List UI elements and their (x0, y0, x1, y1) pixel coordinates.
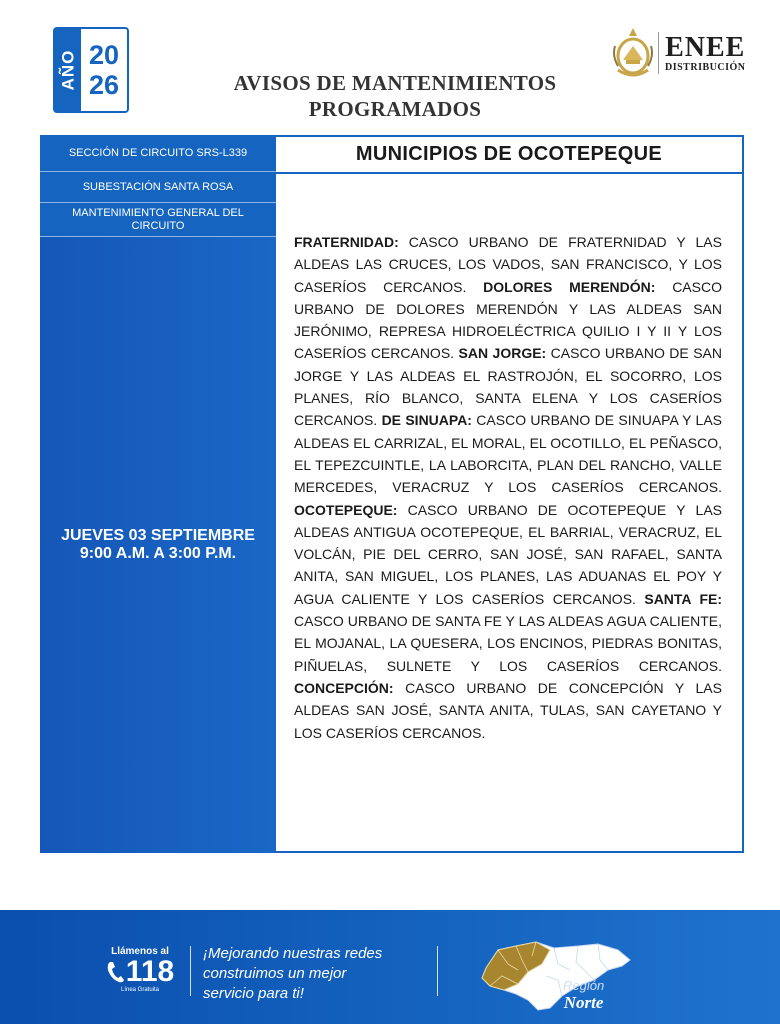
area-text: CASCO URBANO DE SINUAPA Y LAS ALDEAS EL CARRIZAL, EL MORAL, EL OCOTILLO, EL PEÑASCO, EL TEPEZCUINTLE, LA LABORCITA, PLAN DEL RANCHO, VALLE MERCEDES, VERACRUZ Y LOS CASERÍOS CERCANOS. (294, 412, 722, 496)
region-word: Región (563, 978, 605, 993)
date-label: JUEVES 03 SEPTIEMBRE (61, 527, 255, 544)
area-name: CONCEPCIÓN: (294, 679, 394, 696)
area-text: CASCO URBANO DE CONCEPCIÓN Y LAS ALDEAS SAN JOSÉ, SANTA ANITA, TULAS, SAN CAYETANO Y LOS CASERÍOS CERCANOS. (294, 679, 722, 741)
slogan (203, 944, 433, 1004)
honduras-seal-icon (612, 26, 654, 80)
area-name: DOLORES MERENDÓN: (483, 278, 656, 295)
region-label (563, 978, 604, 1013)
time-label: 9:00 A.M. A 3:00 P.M. (79, 545, 237, 562)
title-line-1: AVISOS DE MANTENIMIENTOS (233, 71, 557, 95)
hotline-label: Llámenos al (111, 946, 169, 957)
substation-box (40, 172, 276, 203)
year-bottom: 26 (88, 70, 120, 100)
logo-name: ENEE (665, 31, 746, 63)
slogan-line-1: ¡Mejorando nuestras redes (203, 945, 383, 962)
municipalities-panel (276, 135, 744, 853)
year-top: 20 (88, 40, 120, 70)
year-label: AÑO (58, 49, 77, 91)
year-label-box (55, 29, 81, 111)
substation-label: SUBESTACIÓN SANTA ROSA (82, 180, 234, 193)
area-text: CASCO URBANO DE FRATERNIDAD Y LAS ALDEAS LAS CRUCES, LOS VADOS, SAN FRANCISCO, Y LOS CASERÍOS CERCANOS. (294, 234, 722, 295)
logo-divider (658, 32, 659, 74)
footer-divider (437, 946, 438, 996)
title-line-2: PROGRAMADOS (308, 97, 482, 121)
circuit-label: SECCIÓN DE CIRCUITO SRS-L339 (68, 146, 248, 159)
footer-banner (0, 910, 780, 1024)
area-name: FRATERNIDAD: (294, 234, 399, 250)
hotline-block (100, 946, 180, 993)
hotline-sub: Línea Gratuita (120, 987, 160, 993)
affected-areas-text (294, 231, 722, 744)
area-name: SAN JORGE: (458, 345, 547, 362)
footer-divider (190, 946, 191, 996)
schedule-column (40, 135, 276, 853)
circuit-box (40, 135, 276, 172)
area-name: SANTA FE: (644, 590, 722, 607)
area-text: CASCO URBANO DE SANTA FE Y LAS ALDEAS AGUA CALIENTE, EL MOJANAL, LA QUESERA, LOS ENCINOS, PIEDRAS BONITAS, PIÑUELAS, SULNETE Y LOS CASERÍOS CERCANOS. (294, 613, 722, 674)
hotline-number-row (100, 957, 180, 987)
area-name: OCOTEPEQUE: (294, 501, 398, 518)
year-digits (81, 29, 127, 111)
hotline-number: 118 (125, 955, 175, 988)
logo-text (665, 31, 746, 73)
page-title (180, 70, 610, 122)
enee-logo (612, 26, 745, 80)
area-text: CASCO URBANO DE DOLORES MERENDÓN Y LAS ALDEAS SAN JERÓNIMO, REPRESA HIDROELÉCTRICA QUILIO I Y II Y LOS CASERÍOS CERCANOS. (294, 278, 722, 362)
municipalities-header: MUNICIPIOS DE OCOTEPEQUE (276, 137, 742, 174)
logo-subtitle: DISTRIBUCIÓN (665, 61, 746, 73)
region-name: Norte (563, 993, 604, 1012)
honduras-map-icon (458, 920, 638, 1020)
year-badge (53, 27, 129, 113)
maintenance-box (40, 203, 276, 237)
area-text: CASCO URBANO DE SAN JORGE Y LAS ALDEAS EL RASTROJÓN, EL SOCORRO, LOS PLANES, RÍO BLANCO, SANTA ELENA Y LOS CASERÍOS CERCANOS. (294, 345, 722, 429)
maintenance-label: MANTENIMIENTO GENERAL DEL CIRCUITO (72, 206, 244, 232)
area-text: CASCO URBANO DE OCOTEPEQUE Y LAS ALDEAS ANTIGUA OCOTEPEQUE, EL BARRIAL, VERACRUZ, EL VOLCÁN, PIE DEL CERRO, SAN JOSÉ, SAN RAFAEL, SANTA ANITA, SAN MIGUEL, LOS PLANES, LAS ADUANAS EL POY Y AGUA CALIENTE Y LOS CASERÍOS CERCANOS. (294, 501, 722, 607)
slogan-line-2: construimos un mejor (203, 965, 347, 982)
phone-icon (106, 960, 126, 984)
area-name: DE SINUAPA: (381, 412, 472, 429)
date-box (40, 237, 276, 853)
slogan-line-3: servicio para ti! (203, 985, 304, 1002)
